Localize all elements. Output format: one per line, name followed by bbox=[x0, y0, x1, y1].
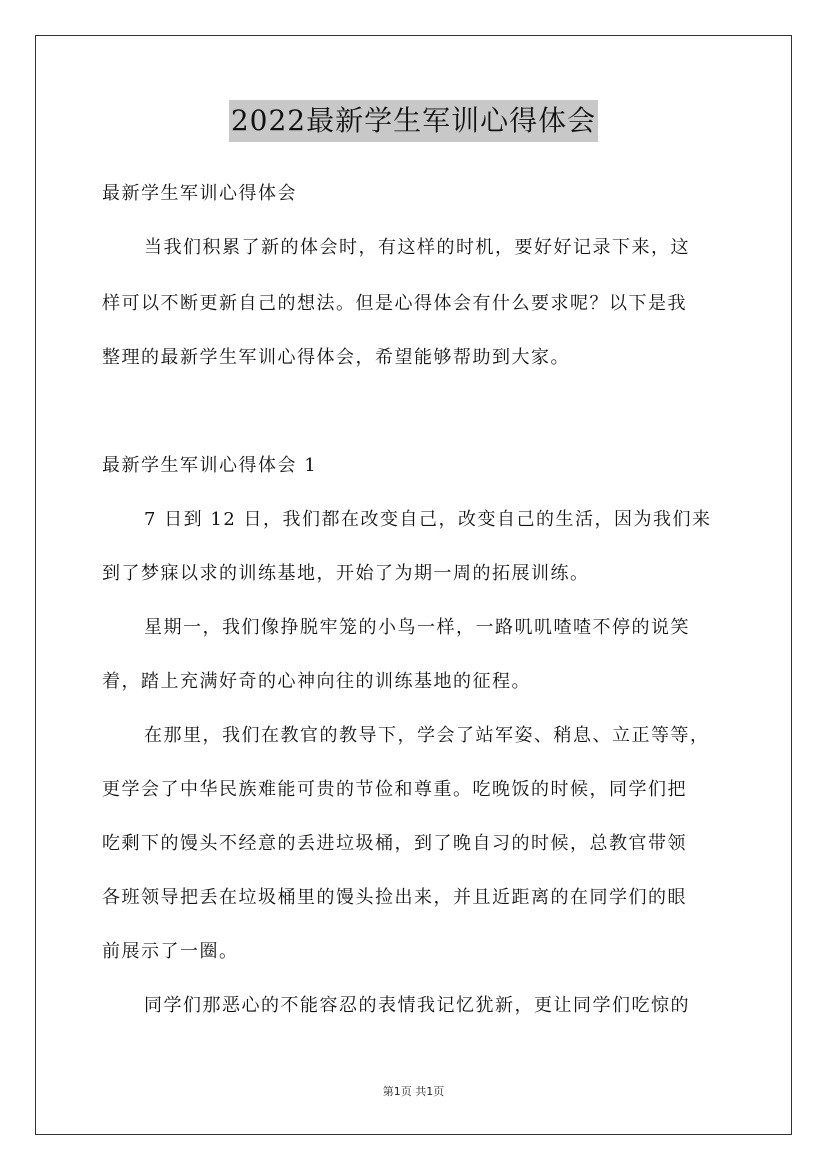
intro-line: 样可以不断更新自己的想法。但是心得体会有什么要求呢？以下是我 bbox=[102, 293, 687, 314]
section-heading: 最新学生军训心得体会 1 bbox=[102, 455, 318, 476]
subtitle: 最新学生军训心得体会 bbox=[102, 183, 297, 204]
paragraph-line: 同学们那恶心的不能容忍的表情我记忆犹新，更让同学们吃惊的 bbox=[144, 995, 690, 1016]
page-footer: 第1页 共1页 bbox=[382, 1085, 445, 1098]
paragraph-line: 着，踏上充满好奇的心神向往的训练基地的征程。 bbox=[102, 671, 531, 692]
paragraph-line: 更学会了中华民族难能可贵的节俭和尊重。吃晚饭的时候，同学们把 bbox=[102, 779, 687, 800]
title-container bbox=[0, 100, 827, 142]
intro-line: 整理的最新学生军训心得体会，希望能够帮助到大家。 bbox=[102, 347, 570, 368]
paragraph-line: 星期一，我们像挣脱牢笼的小鸟一样，一路叽叽喳喳不停的说笑 bbox=[144, 617, 690, 638]
paragraph-line: 前展示了一圈。 bbox=[102, 941, 239, 962]
intro-line: 当我们积累了新的体会时，有这样的时机，要好好记录下来，这 bbox=[144, 237, 690, 258]
paragraph-line: 7 日到 12 日，我们都在改变自己，改变自己的生活，因为我们来 bbox=[144, 509, 712, 530]
document-title: 2022最新学生军训心得体会 bbox=[229, 100, 598, 142]
paragraph-line: 在那里，我们在教官的教导下，学会了站军姿、稍息、立正等等， bbox=[144, 725, 710, 746]
paragraph-line: 各班领导把丢在垃圾桶里的馒头捡出来，并且近距离的在同学们的眼 bbox=[102, 887, 687, 908]
paragraph-line: 到了梦寐以求的训练基地，开始了为期一周的拓展训练。 bbox=[102, 563, 590, 584]
paragraph-line: 吃剩下的馒头不经意的丢进垃圾桶，到了晚自习的时候，总教官带领 bbox=[102, 833, 687, 854]
